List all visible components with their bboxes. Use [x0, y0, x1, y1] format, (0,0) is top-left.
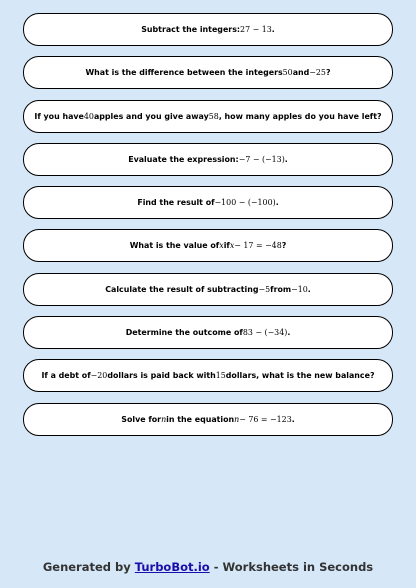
question-list — [23, 13, 393, 446]
question-10: Solve for n in the equation n − 76 = −123 . — [23, 403, 393, 436]
question-9: If a debt of −20 dollars is paid back with 15 dollars, what is the new balance? — [23, 359, 393, 392]
question-3: If you have 40 apples and you give away 58 , how many apples do you have left? — [23, 100, 393, 133]
question-5: Find the result of −100 − (−100) . — [23, 186, 393, 219]
question-7: Calculate the result of subtracting −5 from −10 . — [23, 273, 393, 306]
footer — [0, 560, 416, 574]
question-4: Evaluate the expression: −7 − (−13) . — [23, 143, 393, 176]
footer-suffix: - Worksheets in Seconds — [209, 560, 374, 574]
footer-prefix: Generated by — [42, 560, 135, 574]
question-2: What is the difference between the integers 50 and −25 ? — [23, 56, 393, 89]
turbobot-link[interactable]: TurboBot.io — [134, 560, 210, 574]
question-8: Determine the outcome of 83 − (−34) . — [23, 316, 393, 349]
question-6: What is the value of x if x − 17 = −48 ? — [23, 229, 393, 262]
question-1: Subtract the integers: 27 − 13 . — [23, 13, 393, 46]
